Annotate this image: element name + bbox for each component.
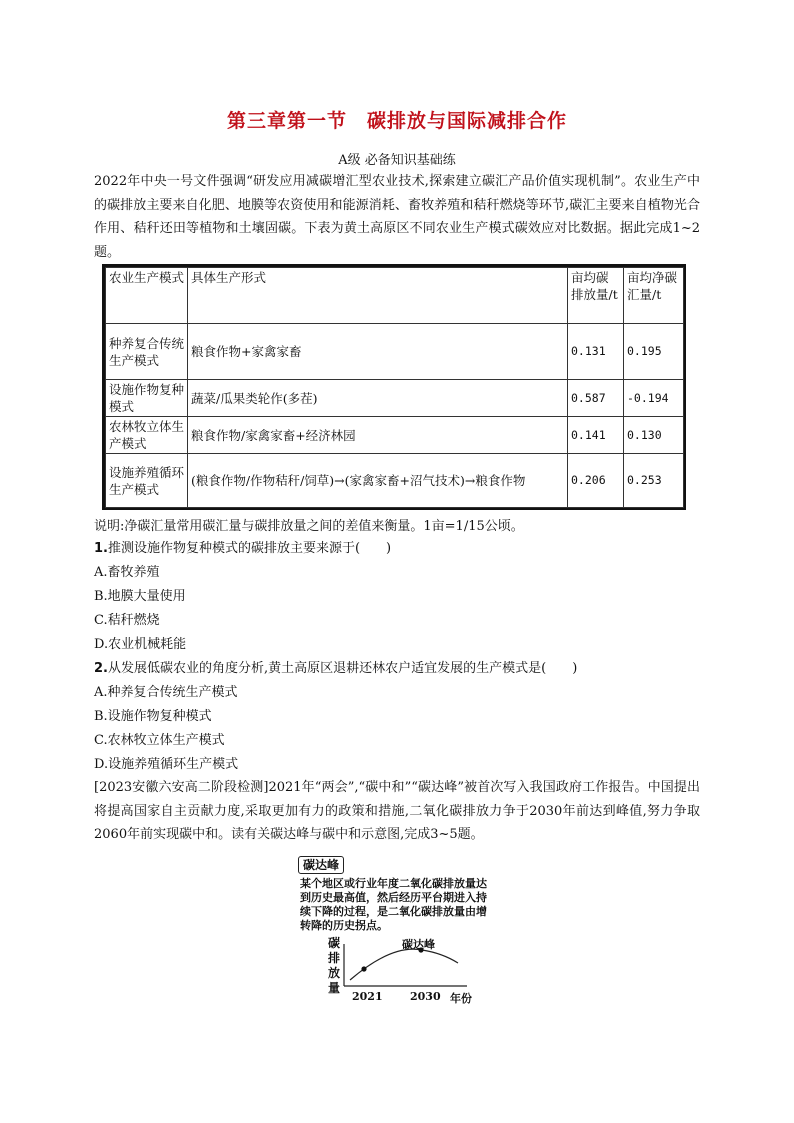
option-c[interactable]: C.农林牧立体生产模式 — [94, 733, 225, 748]
cell-form: 粮食作物+家禽家畜 — [188, 324, 568, 380]
header-mode: 农业生产模式 — [106, 268, 188, 324]
point-2021 — [361, 966, 366, 971]
table-row — [106, 417, 684, 454]
cell-net-sink: 0.253 — [624, 454, 684, 508]
carbon-effect-table — [102, 264, 686, 510]
question-2 — [94, 660, 577, 678]
table-note: 说明:净碳汇量常用碳汇量与碳排放量之间的差值来衡量。1亩=1/15公顷。 — [94, 519, 524, 534]
figure-box-title: 碳达峰 — [298, 856, 344, 874]
option-c[interactable]: C.秸秆燃烧 — [94, 613, 160, 628]
section-level: A级 必备知识基础练 — [338, 153, 456, 168]
intro-paragraph: 2022年中央一号文件强调“研发应用减碳增汇型农业技术,探索建立碳汇产品价值实现机制”。农业生产中的碳排放主要来自化肥、地膜等农资使用和能源消耗、畜牧养殖和秸秆燃烧等环节,碳汇主要来自植物光合作用、秸秆还田等植物和土壤固碳。下表为黄土高原区不同农业生产模式碳效应对比数据。据此完成1~2题。 — [94, 174, 700, 260]
table-row — [106, 454, 684, 508]
cell-emission: 0.131 — [568, 324, 624, 380]
emission-curve — [350, 949, 458, 980]
cell-emission: 0.206 — [568, 454, 624, 508]
option-b[interactable]: B.设施作物复种模式 — [94, 709, 212, 724]
x-tick-2030: 2030 — [410, 990, 441, 1003]
cell-form: 蔬菜/瓜果类轮作(多茬) — [188, 380, 568, 417]
question-stem: 从发展低碳农业的角度分析,黄土高原区退耕还林农户适宜发展的生产模式是( ) — [107, 661, 578, 676]
x-tick-2021: 2021 — [352, 990, 383, 1003]
cell-net-sink: -0.194 — [624, 380, 684, 417]
cell-mode: 农林牧立体生产模式 — [106, 417, 188, 454]
cell-net-sink: 0.195 — [624, 324, 684, 380]
question-1 — [94, 540, 391, 558]
question-number: 1. — [94, 541, 108, 556]
option-b[interactable]: B.地膜大量使用 — [94, 589, 186, 604]
option-a[interactable]: A.畜牧养殖 — [94, 565, 160, 580]
cell-mode: 设施养殖循环生产模式 — [106, 454, 188, 508]
question-stem: 推测设施作物复种模式的碳排放主要来源于( ) — [107, 541, 392, 556]
cell-form: 粮食作物/家禽家畜+经济林园 — [188, 417, 568, 454]
cell-form: (粮食作物/作物秸秆/饲草)→(家禽家畜+沼气技术)→粮食作物 — [188, 454, 568, 508]
header-net-sink: 亩均净碳汇量/t — [624, 268, 684, 324]
table-row — [106, 324, 684, 380]
cell-mode: 种养复合传统生产模式 — [106, 324, 188, 380]
carbon-peak-figure — [292, 856, 492, 1016]
peak-label: 碳达峰 — [402, 938, 435, 951]
page-title: 第三章第一节 碳排放与国际减排合作 — [226, 110, 567, 132]
cell-mode: 设施作物复种模式 — [106, 380, 188, 417]
option-a[interactable]: A.种养复合传统生产模式 — [94, 685, 238, 700]
passage-2: [2023安徽六安高二阶段检测]2021年“两会”,“碳中和”“碳达峰”被首次写入我国政府工作报告。中国提出将提高国家自主贡献力度,采取更加有力的政策和措施,二氧化碳排放力争于2030年前达到峰值,努力争取2060年前实现碳中和。读有关碳达峰与碳中和示意图,完成3~5题。 — [94, 780, 700, 842]
x-axis-unit: 年份 — [450, 992, 472, 1005]
option-d[interactable]: D.农业机械耗能 — [94, 637, 187, 652]
header-form: 具体生产形式 — [188, 268, 568, 324]
cell-emission: 0.141 — [568, 417, 624, 454]
cell-net-sink: 0.130 — [624, 417, 684, 454]
table-header-row — [106, 268, 684, 324]
table-row — [106, 380, 684, 417]
cell-emission: 0.587 — [568, 380, 624, 417]
y-axis-label: 碳排放量 — [328, 936, 341, 995]
option-d[interactable]: D.设施养殖循环生产模式 — [94, 757, 239, 772]
figure-description: 某个地区或行业年度二氧化碳排放量达到历史最高值，然后经历平台期进入持续下降的过程，是二氧化碳排放量由增转降的历史拐点。 — [300, 877, 487, 932]
question-number: 2. — [94, 661, 108, 676]
header-emission: 亩均碳排放量/t — [568, 268, 624, 324]
